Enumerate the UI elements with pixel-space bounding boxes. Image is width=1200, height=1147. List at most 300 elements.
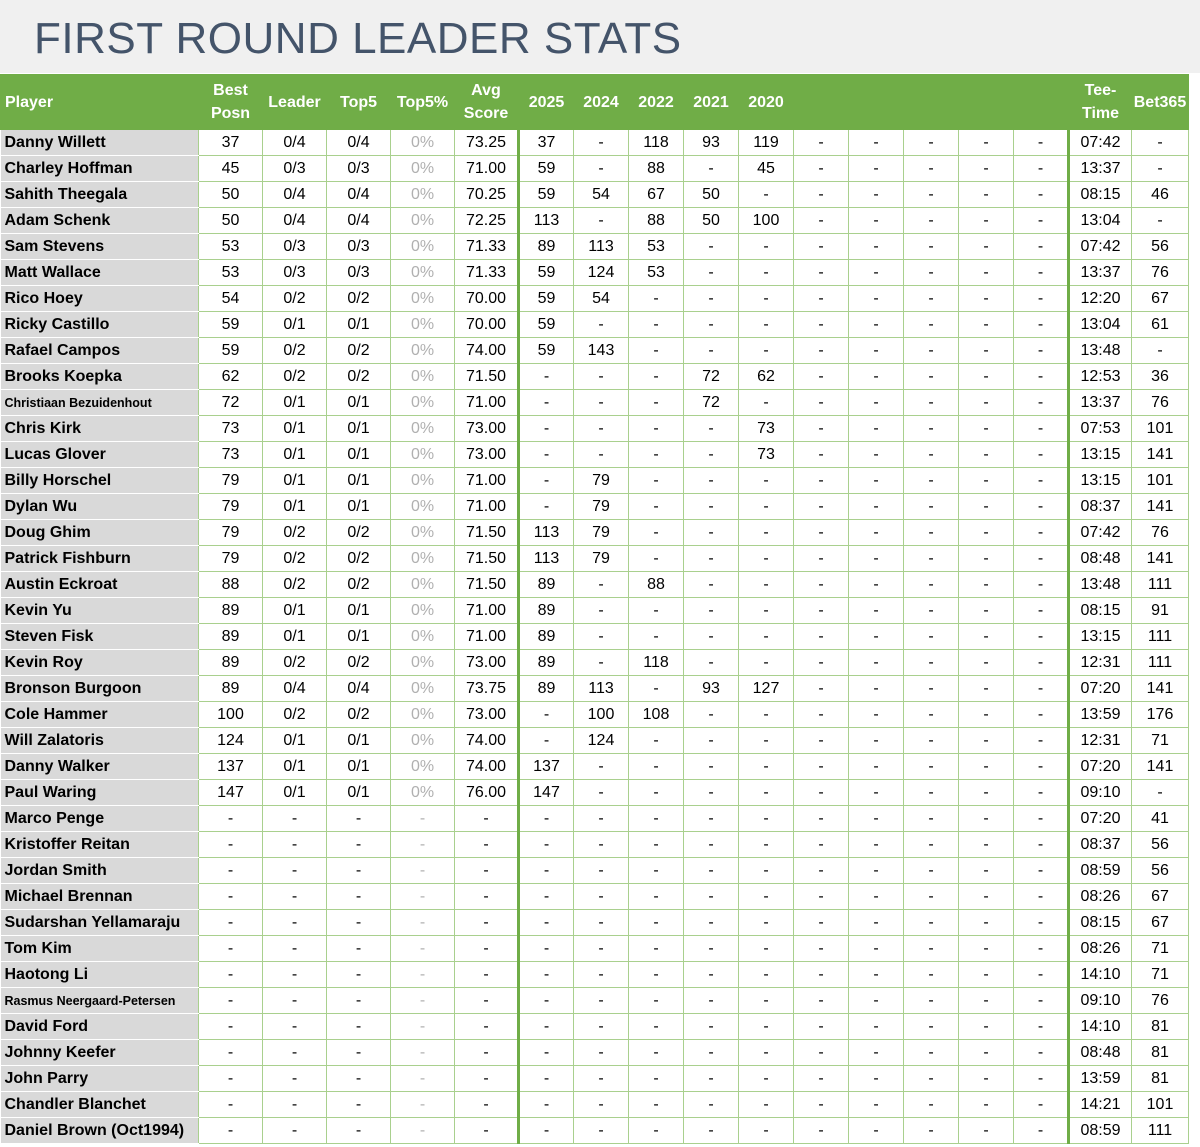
table-row: [1, 624, 1189, 650]
player-name-cell: Billy Horschel: [1, 468, 199, 494]
tee-time-cell: 07:20: [1069, 806, 1132, 832]
header-bottom-text: Score: [463, 105, 509, 122]
blank2-cell: -: [849, 962, 904, 988]
y2022-cell: -: [629, 1014, 684, 1040]
leader-cell: -: [263, 910, 327, 936]
tee-time-cell: 12:20: [1069, 286, 1132, 312]
header-y2021: [684, 75, 739, 130]
y2020-cell: -: [739, 780, 794, 806]
leader-cell: 0/3: [263, 234, 327, 260]
top5-pct-cell: -: [391, 832, 455, 858]
y2024-cell: -: [574, 130, 629, 156]
best-posn-cell: 62: [199, 364, 263, 390]
tee-time-cell: 08:48: [1069, 1040, 1132, 1066]
blank5-cell: -: [1014, 156, 1069, 182]
best-posn-cell: 89: [199, 650, 263, 676]
player-name-cell: Charley Hoffman: [1, 156, 199, 182]
blank4-cell: -: [959, 832, 1014, 858]
best-posn-cell: -: [199, 988, 263, 1014]
bet365-cell: 101: [1132, 416, 1189, 442]
blank4-cell: -: [959, 390, 1014, 416]
best-posn-cell: -: [199, 884, 263, 910]
header-bottom-text: Leader: [268, 93, 321, 111]
y2022-cell: 118: [629, 650, 684, 676]
blank1-cell: -: [794, 1092, 849, 1118]
y2024-cell: -: [574, 858, 629, 884]
best-posn-cell: 37: [199, 130, 263, 156]
blank3-cell: -: [904, 1040, 959, 1066]
y2021-cell: -: [684, 1092, 739, 1118]
header-bottom-text: Player: [5, 93, 54, 111]
tee-time-cell: 08:15: [1069, 598, 1132, 624]
header-y2020: [739, 75, 794, 130]
player-name-cell: John Parry: [1, 1066, 199, 1092]
top5-cell: 0/3: [327, 234, 391, 260]
best-posn-cell: 89: [199, 598, 263, 624]
y2022-cell: 108: [629, 702, 684, 728]
y2024-cell: 79: [574, 494, 629, 520]
y2022-cell: -: [629, 1118, 684, 1144]
top5-cell: 0/4: [327, 182, 391, 208]
header-bottom-text: Time: [1081, 105, 1120, 122]
top5-pct-cell: 0%: [391, 572, 455, 598]
leader-cell: 0/1: [263, 780, 327, 806]
top5-cell: 0/2: [327, 650, 391, 676]
best-posn-cell: -: [199, 910, 263, 936]
avg-score-cell: -: [455, 1092, 519, 1118]
avg-score-cell: 71.50: [455, 572, 519, 598]
top5-cell: 0/1: [327, 598, 391, 624]
blank3-cell: -: [904, 312, 959, 338]
y2021-cell: -: [684, 962, 739, 988]
top5-cell: 0/3: [327, 156, 391, 182]
blank3-cell: -: [904, 442, 959, 468]
bet365-cell: 36: [1132, 364, 1189, 390]
y2022-cell: -: [629, 546, 684, 572]
blank1-cell: -: [794, 754, 849, 780]
top5-cell: 0/1: [327, 390, 391, 416]
best-posn-cell: -: [199, 806, 263, 832]
blank4-cell: -: [959, 728, 1014, 754]
blank1-cell: -: [794, 234, 849, 260]
leader-cell: 0/1: [263, 312, 327, 338]
leader-cell: 0/1: [263, 416, 327, 442]
tee-time-cell: 14:10: [1069, 1014, 1132, 1040]
tee-time-cell: 13:15: [1069, 442, 1132, 468]
blank2-cell: -: [849, 442, 904, 468]
bet365-cell: 71: [1132, 728, 1189, 754]
blank5-cell: -: [1014, 754, 1069, 780]
leader-cell: -: [263, 806, 327, 832]
blank5-cell: -: [1014, 468, 1069, 494]
avg-score-cell: 70.25: [455, 182, 519, 208]
blank3-cell: -: [904, 286, 959, 312]
y2025-cell: 59: [519, 156, 574, 182]
best-posn-cell: 54: [199, 286, 263, 312]
leader-cell: 0/4: [263, 182, 327, 208]
top5-pct-cell: 0%: [391, 312, 455, 338]
blank2-cell: -: [849, 260, 904, 286]
header-bottom-text: Top5: [339, 93, 378, 111]
table-row: [1, 598, 1189, 624]
header-y2022: [629, 75, 684, 130]
y2022-cell: -: [629, 312, 684, 338]
y2021-cell: -: [684, 286, 739, 312]
tee-time-cell: 08:48: [1069, 546, 1132, 572]
y2025-cell: 89: [519, 572, 574, 598]
avg-score-cell: -: [455, 1118, 519, 1144]
player-name-cell: Ricky Castillo: [1, 312, 199, 338]
blank4-cell: -: [959, 156, 1014, 182]
y2025-cell: 89: [519, 676, 574, 702]
top5-cell: 0/2: [327, 572, 391, 598]
blank1-cell: -: [794, 286, 849, 312]
y2024-cell: -: [574, 650, 629, 676]
blank1-cell: -: [794, 1040, 849, 1066]
table-row: [1, 156, 1189, 182]
blank5-cell: -: [1014, 234, 1069, 260]
top5-pct-cell: -: [391, 1066, 455, 1092]
top5-pct-cell: -: [391, 1092, 455, 1118]
y2022-cell: 88: [629, 572, 684, 598]
header-bottom-text: 2024: [583, 93, 619, 111]
best-posn-cell: 88: [199, 572, 263, 598]
avg-score-cell: 76.00: [455, 780, 519, 806]
y2022-cell: -: [629, 468, 684, 494]
y2021-cell: -: [684, 494, 739, 520]
blank2-cell: -: [849, 650, 904, 676]
y2022-cell: -: [629, 962, 684, 988]
blank3-cell: -: [904, 988, 959, 1014]
blank2-cell: -: [849, 1118, 904, 1144]
top5-cell: 0/1: [327, 780, 391, 806]
player-name-cell: Adam Schenk: [1, 208, 199, 234]
tee-time-cell: 13:37: [1069, 156, 1132, 182]
bet365-cell: 71: [1132, 936, 1189, 962]
avg-score-cell: 73.00: [455, 416, 519, 442]
y2022-cell: -: [629, 754, 684, 780]
leader-cell: -: [263, 936, 327, 962]
y2024-cell: -: [574, 780, 629, 806]
table-row: [1, 858, 1189, 884]
table-row: [1, 494, 1189, 520]
avg-score-cell: -: [455, 832, 519, 858]
blank3-cell: -: [904, 546, 959, 572]
blank3-cell: -: [904, 234, 959, 260]
blank2-cell: -: [849, 182, 904, 208]
y2021-cell: -: [684, 156, 739, 182]
blank1-cell: -: [794, 650, 849, 676]
blank1-cell: -: [794, 442, 849, 468]
tee-time-cell: 08:26: [1069, 884, 1132, 910]
blank5-cell: -: [1014, 806, 1069, 832]
top5-cell: 0/1: [327, 468, 391, 494]
table-row: [1, 546, 1189, 572]
blank5-cell: -: [1014, 312, 1069, 338]
y2024-cell: -: [574, 572, 629, 598]
bet365-cell: 81: [1132, 1066, 1189, 1092]
blank2-cell: -: [849, 364, 904, 390]
top5-cell: 0/4: [327, 676, 391, 702]
top5-cell: 0/1: [327, 442, 391, 468]
tee-time-cell: 07:20: [1069, 754, 1132, 780]
leader-cell: -: [263, 832, 327, 858]
blank3-cell: -: [904, 520, 959, 546]
blank5-cell: -: [1014, 650, 1069, 676]
y2021-cell: -: [684, 702, 739, 728]
top5-pct-cell: 0%: [391, 624, 455, 650]
tee-time-cell: 12:31: [1069, 728, 1132, 754]
leader-cell: 0/2: [263, 702, 327, 728]
y2020-cell: 73: [739, 416, 794, 442]
y2021-cell: -: [684, 546, 739, 572]
y2025-cell: 89: [519, 234, 574, 260]
top5-cell: 0/1: [327, 494, 391, 520]
y2020-cell: -: [739, 234, 794, 260]
y2022-cell: -: [629, 936, 684, 962]
tee-time-cell: 08:15: [1069, 910, 1132, 936]
avg-score-cell: 74.00: [455, 728, 519, 754]
y2025-cell: 37: [519, 130, 574, 156]
top5-pct-cell: 0%: [391, 780, 455, 806]
bet365-cell: 111: [1132, 624, 1189, 650]
blank4-cell: -: [959, 286, 1014, 312]
top5-cell: 0/3: [327, 260, 391, 286]
y2020-cell: -: [739, 624, 794, 650]
bet365-cell: -: [1132, 156, 1189, 182]
avg-score-cell: -: [455, 884, 519, 910]
player-name-cell: Danny Willett: [1, 130, 199, 156]
y2022-cell: -: [629, 832, 684, 858]
blank2-cell: -: [849, 936, 904, 962]
leader-cell: -: [263, 858, 327, 884]
top5-cell: -: [327, 1118, 391, 1144]
bet365-cell: 56: [1132, 234, 1189, 260]
blank4-cell: -: [959, 624, 1014, 650]
avg-score-cell: 74.00: [455, 338, 519, 364]
top5-pct-cell: 0%: [391, 234, 455, 260]
y2021-cell: -: [684, 598, 739, 624]
blank1-cell: -: [794, 962, 849, 988]
top5-pct-cell: -: [391, 1014, 455, 1040]
player-name-cell: Will Zalatoris: [1, 728, 199, 754]
blank4-cell: -: [959, 1092, 1014, 1118]
tee-time-cell: 08:37: [1069, 832, 1132, 858]
y2021-cell: -: [684, 988, 739, 1014]
header-bottom-text: Bet365: [1133, 93, 1187, 111]
blank1-cell: -: [794, 338, 849, 364]
y2020-cell: 62: [739, 364, 794, 390]
top5-pct-cell: 0%: [391, 520, 455, 546]
bet365-cell: 81: [1132, 1014, 1189, 1040]
blank5-cell: -: [1014, 1014, 1069, 1040]
blank2-cell: -: [849, 208, 904, 234]
y2022-cell: -: [629, 910, 684, 936]
table-row: [1, 962, 1189, 988]
y2024-cell: -: [574, 1092, 629, 1118]
table-row: [1, 650, 1189, 676]
tee-time-cell: 08:59: [1069, 858, 1132, 884]
blank4-cell: -: [959, 364, 1014, 390]
player-name-cell: Bronson Burgoon: [1, 676, 199, 702]
tee-time-cell: 07:42: [1069, 520, 1132, 546]
best-posn-cell: 79: [199, 494, 263, 520]
y2021-cell: -: [684, 780, 739, 806]
blank4-cell: -: [959, 260, 1014, 286]
y2020-cell: -: [739, 338, 794, 364]
table-row: [1, 520, 1189, 546]
player-name-cell: David Ford: [1, 1014, 199, 1040]
avg-score-cell: 70.00: [455, 286, 519, 312]
y2022-cell: -: [629, 1066, 684, 1092]
top5-cell: -: [327, 936, 391, 962]
blank5-cell: -: [1014, 832, 1069, 858]
blank3-cell: -: [904, 676, 959, 702]
blank1-cell: -: [794, 494, 849, 520]
blank2-cell: -: [849, 416, 904, 442]
blank2-cell: -: [849, 676, 904, 702]
player-name-cell: Haotong Li: [1, 962, 199, 988]
blank1-cell: -: [794, 130, 849, 156]
table-row: [1, 312, 1189, 338]
leader-cell: 0/2: [263, 520, 327, 546]
blank5-cell: -: [1014, 598, 1069, 624]
leader-cell: 0/3: [263, 156, 327, 182]
tee-time-cell: 12:53: [1069, 364, 1132, 390]
best-posn-cell: -: [199, 858, 263, 884]
tee-time-cell: 07:53: [1069, 416, 1132, 442]
table-row: [1, 572, 1189, 598]
leader-cell: 0/1: [263, 494, 327, 520]
blank1-cell: -: [794, 468, 849, 494]
blank4-cell: -: [959, 130, 1014, 156]
bet365-cell: 67: [1132, 286, 1189, 312]
table-row: [1, 1040, 1189, 1066]
player-name-cell: Chandler Blanchet: [1, 1092, 199, 1118]
table-row: [1, 442, 1189, 468]
table-row: [1, 676, 1189, 702]
tee-time-cell: 13:48: [1069, 338, 1132, 364]
blank5-cell: -: [1014, 260, 1069, 286]
y2024-cell: -: [574, 806, 629, 832]
header-bottom-text: 2021: [693, 93, 729, 111]
y2020-cell: -: [739, 728, 794, 754]
bet365-cell: 91: [1132, 598, 1189, 624]
y2025-cell: 147: [519, 780, 574, 806]
y2021-cell: -: [684, 832, 739, 858]
blank2-cell: -: [849, 156, 904, 182]
avg-score-cell: 73.00: [455, 650, 519, 676]
y2021-cell: -: [684, 1040, 739, 1066]
top5-cell: 0/2: [327, 546, 391, 572]
table-row: [1, 936, 1189, 962]
leader-cell: 0/2: [263, 286, 327, 312]
leader-cell: 0/4: [263, 208, 327, 234]
top5-cell: -: [327, 1066, 391, 1092]
y2021-cell: 93: [684, 130, 739, 156]
table-row: [1, 208, 1189, 234]
blank2-cell: -: [849, 806, 904, 832]
blank3-cell: -: [904, 468, 959, 494]
y2020-cell: 45: [739, 156, 794, 182]
y2022-cell: -: [629, 520, 684, 546]
blank1-cell: -: [794, 520, 849, 546]
y2021-cell: -: [684, 754, 739, 780]
blank3-cell: -: [904, 572, 959, 598]
table-row: [1, 988, 1189, 1014]
top5-pct-cell: 0%: [391, 676, 455, 702]
y2025-cell: 89: [519, 624, 574, 650]
y2021-cell: -: [684, 728, 739, 754]
bet365-cell: 76: [1132, 988, 1189, 1014]
top5-cell: -: [327, 910, 391, 936]
avg-score-cell: 71.50: [455, 364, 519, 390]
y2025-cell: 89: [519, 650, 574, 676]
tee-time-cell: 13:37: [1069, 390, 1132, 416]
y2024-cell: -: [574, 312, 629, 338]
y2025-cell: 59: [519, 182, 574, 208]
y2024-cell: 79: [574, 468, 629, 494]
y2021-cell: -: [684, 910, 739, 936]
top5-cell: -: [327, 806, 391, 832]
y2025-cell: -: [519, 910, 574, 936]
blank3-cell: -: [904, 650, 959, 676]
blank3-cell: -: [904, 416, 959, 442]
y2022-cell: -: [629, 988, 684, 1014]
top5-pct-cell: 0%: [391, 416, 455, 442]
player-name-cell: Sudarshan Yellamaraju: [1, 910, 199, 936]
y2025-cell: -: [519, 1014, 574, 1040]
blank3-cell: -: [904, 624, 959, 650]
top5-cell: -: [327, 1092, 391, 1118]
header-bottom-text: Top5%: [396, 93, 449, 111]
y2025-cell: 113: [519, 520, 574, 546]
blank4-cell: -: [959, 780, 1014, 806]
top5-cell: 0/4: [327, 130, 391, 156]
blank2-cell: -: [849, 338, 904, 364]
blank2-cell: -: [849, 832, 904, 858]
blank2-cell: -: [849, 858, 904, 884]
leader-cell: 0/1: [263, 468, 327, 494]
bet365-cell: 141: [1132, 676, 1189, 702]
y2025-cell: -: [519, 364, 574, 390]
blank4-cell: -: [959, 494, 1014, 520]
avg-score-cell: 71.00: [455, 598, 519, 624]
blank5-cell: -: [1014, 884, 1069, 910]
avg-score-cell: -: [455, 1066, 519, 1092]
blank5-cell: -: [1014, 624, 1069, 650]
blank3-cell: -: [904, 364, 959, 390]
player-name-cell: Christiaan Bezuidenhout: [1, 390, 199, 416]
y2025-cell: -: [519, 494, 574, 520]
table-row: [1, 884, 1189, 910]
bet365-cell: 67: [1132, 884, 1189, 910]
header-blank2: [849, 75, 904, 130]
top5-pct-cell: 0%: [391, 598, 455, 624]
blank5-cell: -: [1014, 338, 1069, 364]
blank2-cell: -: [849, 1092, 904, 1118]
blank4-cell: -: [959, 1066, 1014, 1092]
y2020-cell: -: [739, 182, 794, 208]
blank4-cell: -: [959, 650, 1014, 676]
blank2-cell: -: [849, 780, 904, 806]
avg-score-cell: 71.33: [455, 260, 519, 286]
best-posn-cell: 53: [199, 234, 263, 260]
avg-score-cell: 71.00: [455, 624, 519, 650]
avg-score-cell: 71.00: [455, 156, 519, 182]
y2020-cell: -: [739, 468, 794, 494]
bet365-cell: 76: [1132, 390, 1189, 416]
